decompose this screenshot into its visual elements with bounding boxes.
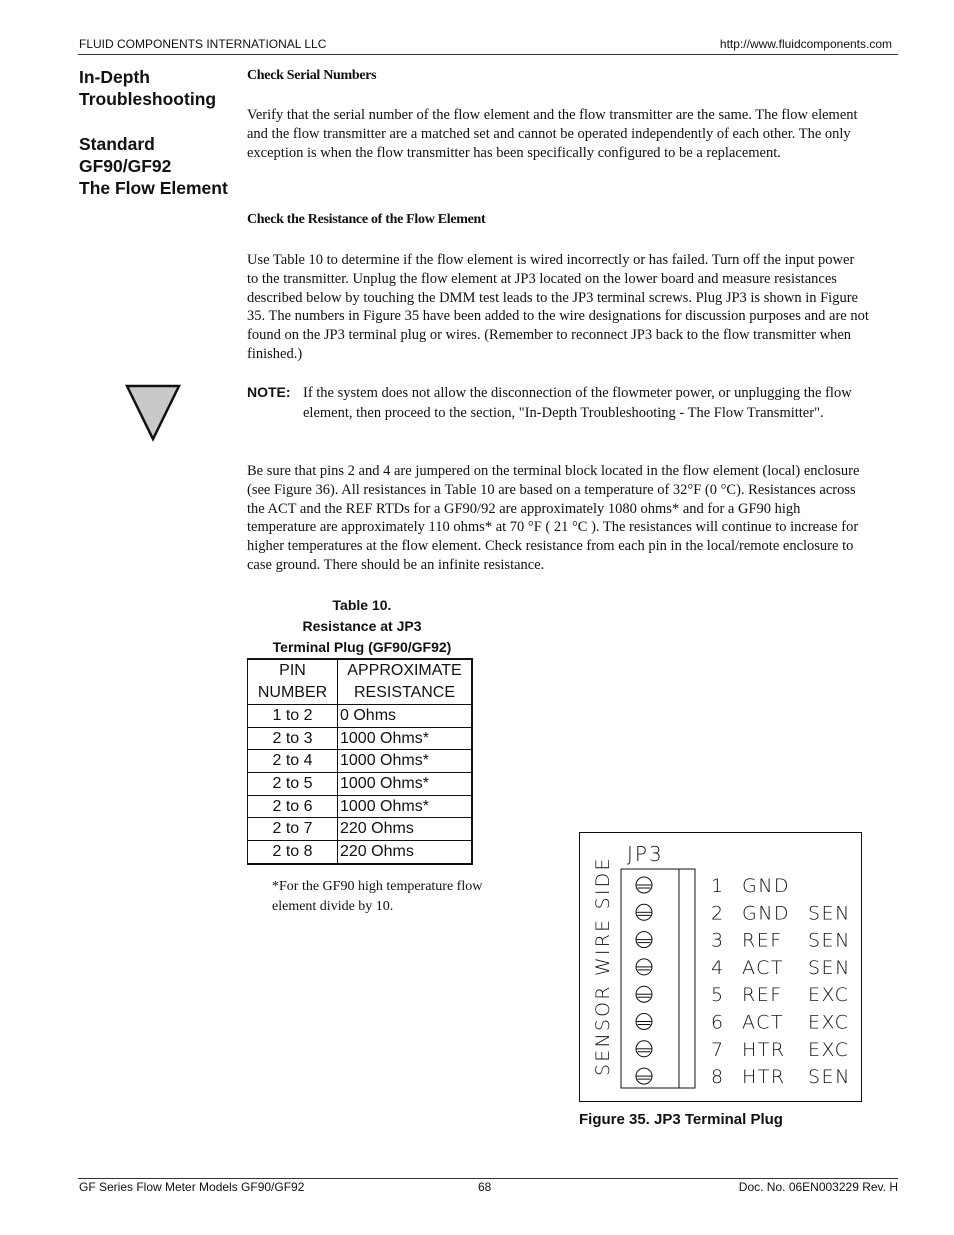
table-header-res-line2: RESISTANCE (353, 684, 456, 701)
pin-function-label: SEN (808, 902, 851, 925)
terminal-screws (636, 877, 652, 1084)
resistance-table (247, 658, 473, 865)
footer-doc-number: Doc. No. 06EN003229 Rev. H (738, 1180, 898, 1194)
table-row (248, 705, 473, 728)
sidebar-sub-line3: The Flow Element (79, 178, 228, 198)
pin-signal-label: GND (742, 902, 791, 925)
table-header-row (248, 659, 473, 705)
footer-rule (78, 1178, 898, 1179)
pin-signal-label: REF (742, 984, 783, 1007)
terminal-screw-icon (636, 986, 652, 1002)
table-cell-pin: 2 to 4 (248, 750, 338, 773)
pin-function-label: EXC (808, 1011, 850, 1034)
terminal-screw-icon (636, 959, 652, 975)
sidebar-heading (79, 66, 239, 199)
terminal-block (621, 869, 695, 1088)
pin-signal-label: ACT (742, 1011, 785, 1034)
section-body-jumper: Be sure that pins 2 and 4 are jumpered on the terminal block located in the flow element (local) enclosure (see Figure 36). All resistances in Table 10 are based on a temperature of 32°F (0 °C). Resistances across the ACT and the REF RTDs for a GF90/92 are approximately 1080 ohms* and for a GF90 high temperature are approximately 110 ohms* at 70 °F ( 21 °C ). The resistances will continue to increase for higher temperatures at the flow element. Check resistance from each pin in the local/remote enclosure to case ground. There should be an infinite resistance. (247, 463, 860, 573)
sidebar-title-line1: In-Depth (79, 67, 150, 87)
table-cell-resistance: 0 Ohms (338, 705, 473, 728)
pin-number: 6 (711, 1011, 725, 1034)
pin-function-label: SEN (808, 929, 851, 952)
section-body-serial: Verify that the serial number of the flow element and the flow transmitter are the same. The flow element and the flow transmitter are a matched set and cannot be operated independently of each other. The only exception is when the flow transmitter has been specifically configured to be a replacement. (247, 107, 858, 161)
table-cell-resistance: 1000 Ohms* (338, 773, 473, 796)
pin-function-label: SEN (808, 956, 851, 979)
note-label: NOTE: (247, 384, 291, 400)
table-cell-resistance: 1000 Ohms* (338, 750, 473, 773)
terminal-screw-icon (636, 1014, 652, 1030)
table-row (248, 818, 473, 841)
terminal-screw-icon (636, 904, 652, 920)
footer-model: GF Series Flow Meter Models GF90/GF92 (79, 1180, 305, 1194)
pin-number: 3 (711, 929, 725, 952)
table-cell-pin: 2 to 8 (248, 841, 338, 864)
sensor-wire-side-label: SENSOR WIRE SIDE (592, 856, 614, 1076)
terminal-screw-icon (636, 932, 652, 948)
pin-number: 4 (711, 956, 725, 979)
pin-function-label: EXC (808, 1038, 850, 1061)
header-url[interactable]: http://www.fluidcomponents.com (719, 37, 892, 51)
table-cell-pin: 2 to 6 (248, 795, 338, 818)
header-company: FLUID COMPONENTS INTERNATIONAL LLC (79, 37, 327, 51)
sidebar-title-line2: Troubleshooting (79, 89, 217, 109)
header-rule (78, 54, 898, 55)
pin-number: 2 (711, 902, 725, 925)
pin-number: 5 (711, 984, 725, 1007)
pin-signal-label: GND (742, 875, 791, 897)
table-caption-line3: Terminal Plug (GF90/GF92) (272, 639, 452, 655)
caution-triangle-icon (125, 384, 181, 442)
pin-number: 7 (711, 1038, 725, 1061)
table-caption-line2: Resistance at JP3 (302, 618, 422, 634)
pin-signal-label: HTR (742, 1038, 786, 1061)
pin-function-label: SEN (808, 1066, 851, 1089)
figure-caption: Figure 35. JP3 Terminal Plug (579, 1111, 783, 1128)
section-heading-resistance: Check the Resistance of the Flow Element (247, 212, 486, 227)
section-heading-serial: Check Serial Numbers (247, 68, 377, 83)
sidebar-sub-line2: GF90/GF92 (79, 156, 172, 176)
terminal-screw-icon (636, 1068, 652, 1084)
table-footnote: *For the GF90 high temperature flow element divide by 10. (272, 879, 483, 914)
jp3-label: JP3 (627, 842, 664, 866)
pin-number: 1 (711, 875, 725, 897)
table-cell-pin: 1 to 2 (248, 705, 338, 728)
footer-page-number: 68 (478, 1180, 492, 1194)
note-text: If the system does not allow the disconnection of the flowmeter power, or unplugging the flow element, then proceed to the section, "In-Depth Troubleshooting - The Flow Transmitter". (303, 385, 852, 421)
table-row (248, 750, 473, 773)
table-header-resistance (338, 659, 473, 705)
table-cell-pin: 2 to 7 (248, 818, 338, 841)
table-caption (248, 595, 476, 658)
table-row (248, 727, 473, 750)
pin-labels (711, 875, 851, 1088)
jp3-figure (579, 832, 862, 1102)
table-cell-resistance: 220 Ohms (338, 841, 473, 864)
table-header-pin-line2: NUMBER (257, 684, 328, 701)
pin-signal-label: ACT (742, 956, 785, 979)
pin-function-label: EXC (808, 984, 850, 1007)
table-cell-resistance: 220 Ohms (338, 818, 473, 841)
table-cell-pin: 2 to 5 (248, 773, 338, 796)
table-header-pin (248, 659, 338, 705)
table-cell-pin: 2 to 3 (248, 727, 338, 750)
terminal-screw-icon (636, 877, 652, 893)
table-caption-line1: Table 10. (332, 597, 392, 613)
table-header-pin-line1: PIN (279, 662, 306, 679)
table-row (248, 841, 473, 864)
table-cell-resistance: 1000 Ohms* (338, 795, 473, 818)
table-cell-resistance: 1000 Ohms* (338, 727, 473, 750)
pin-signal-label: REF (742, 929, 783, 952)
pin-signal-label: HTR (742, 1066, 786, 1089)
table-row (248, 795, 473, 818)
sidebar-sub-line1: Standard (79, 134, 155, 154)
table-header-res-line1: APPROXIMATE (347, 662, 462, 679)
pin-number: 8 (711, 1066, 725, 1089)
jp3-plug-diagram (580, 833, 860, 1100)
section-body-resistance: Use Table 10 to determine if the flow element is wired incorrectly or has failed. Turn off the input power to the transmitter. Unplug the flow element at JP3 located on the lower board and measure resistances described below by touching the DMM test leads to the JP3 terminal screws. Plug JP3 is shown in Figure 35. The numbers in Figure 35 have been added to the wire designations for discussion purposes and are not found on the JP3 terminal plug or wires. (Remember to reconnect JP3 back to the flow transmitter when finished.) (247, 252, 869, 362)
terminal-screw-icon (636, 1041, 652, 1057)
table-row (248, 773, 473, 796)
